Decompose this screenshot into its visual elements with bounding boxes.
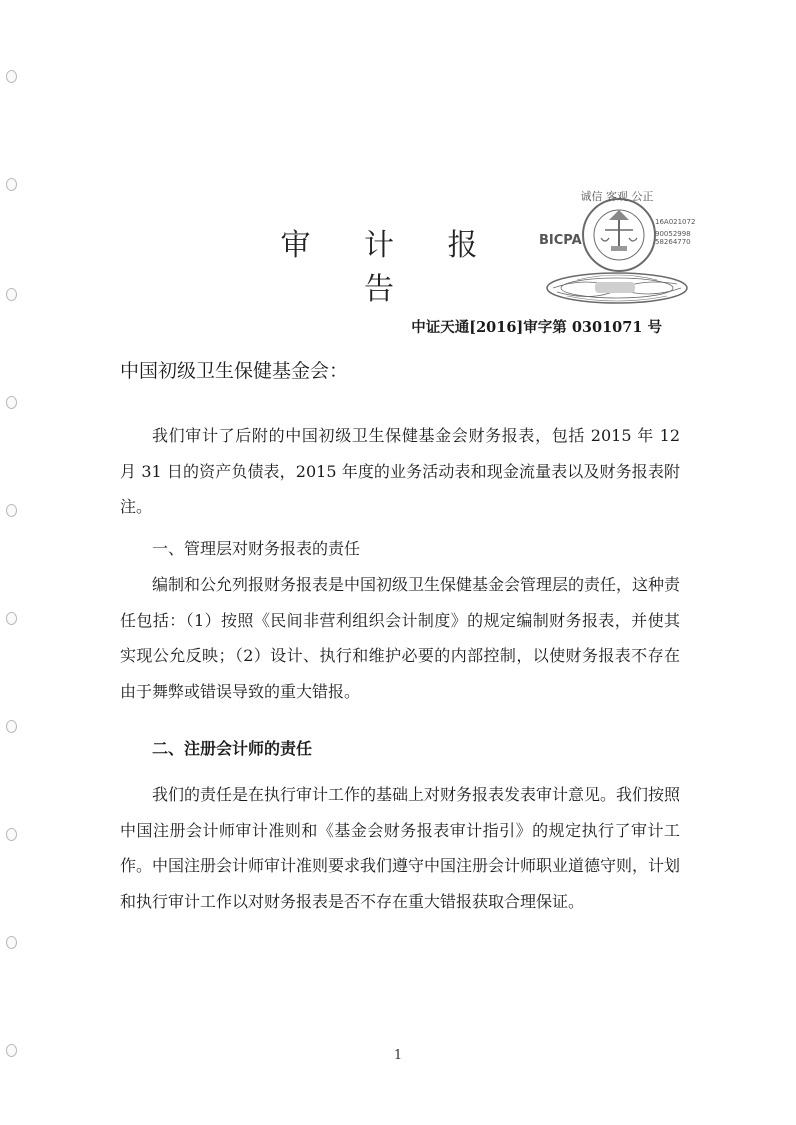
report-reference-number: 中证天通[2016]审字第 0301071 号 <box>411 319 662 336</box>
auditor-paragraph: 我们的责任是在执行审计工作的基础上对财务报表发表审计意见。我们按照中国注册会计师审计准则和《基金会财务报表审计指引》的规定执行了审计工作。中国注册会计师审计准则要求我们遵守中国注册会计师职业道德守则，计划和执行审计工作以对财务报表是否不存在重大错报获取合理保证。 <box>120 785 681 911</box>
seal-code: 58264770 <box>655 238 691 246</box>
binding-hole <box>6 720 17 733</box>
seal-code: 90052998 <box>655 230 691 238</box>
binding-hole <box>6 396 17 409</box>
binding-hole <box>6 288 17 301</box>
intro-paragraph: 我们审计了后附的中国初级卫生保健基金会财务报表，包括 2015 年 12 月 31 日的资产负债表，2015 年度的业务活动表和现金流量表以及财务报表附注。 <box>120 426 680 517</box>
management-paragraph: 编制和公允列报财务报表是中国初级卫生保健基金会管理层的责任，这种责任包括：（1）按照《民间非营利组织会计制度》的规定编制财务报表，并使其实现公允反映；（2）设计、执行和维护必要的内部控制，以使财务报表不存在由于舞弊或错误导致的重大错报。 <box>120 575 681 701</box>
page-number: 1 <box>393 1048 403 1063</box>
section-heading-auditor: 二、注册会计师的责任 <box>152 739 313 758</box>
addressee: 中国初级卫生保健基金会： <box>120 360 349 382</box>
binding-hole <box>6 1044 17 1057</box>
report-title: 审 计 报 告 <box>280 228 500 307</box>
section-heading-management: 一、管理层对财务报表的责任 <box>152 539 361 558</box>
binding-hole <box>6 612 17 625</box>
seal-code: 16A021072 <box>655 218 696 226</box>
seal-abbr: BICPA <box>539 233 582 248</box>
binding-hole <box>6 504 17 517</box>
binding-hole <box>6 70 17 83</box>
bicpa-seal-icon <box>537 180 697 312</box>
seal-motto: 诚信 客观 公正 <box>580 190 654 203</box>
binding-hole <box>6 828 17 841</box>
binding-hole <box>6 178 17 191</box>
binding-hole <box>6 936 17 949</box>
